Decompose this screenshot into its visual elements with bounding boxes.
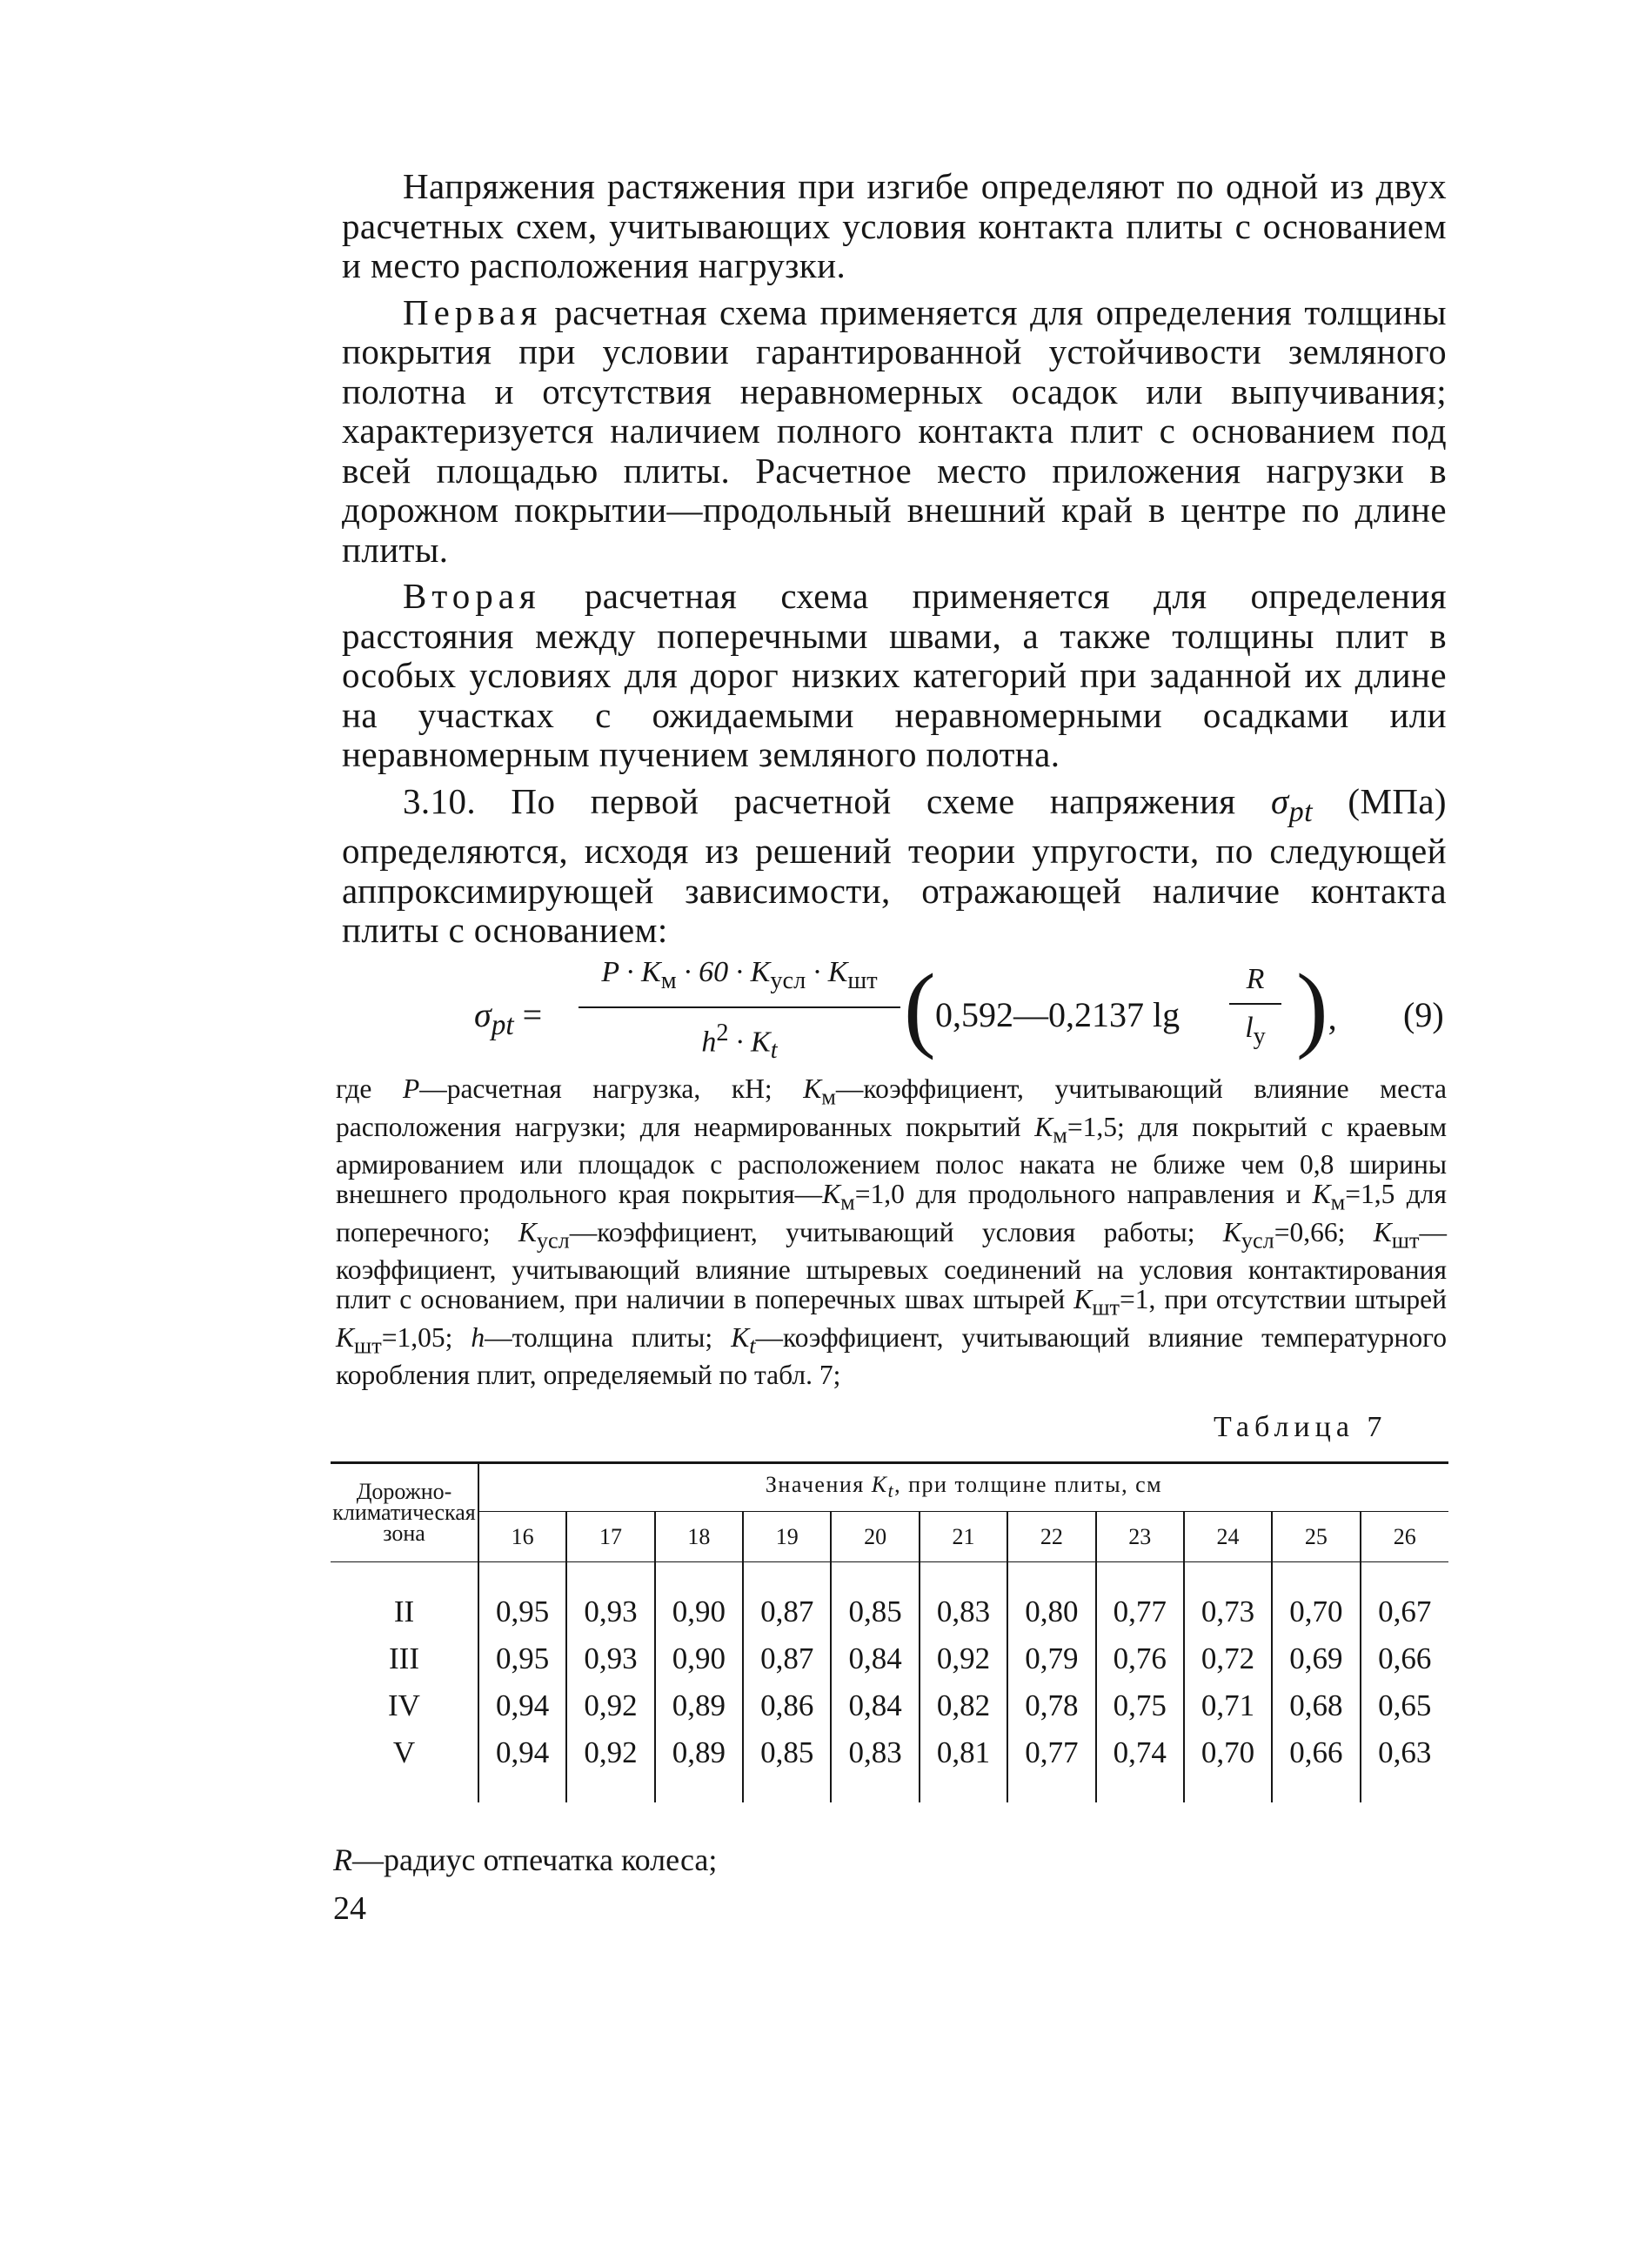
spacer-cell	[1272, 1562, 1360, 1589]
thickness-column-header: 16	[478, 1512, 566, 1562]
spacer-cell	[331, 1776, 478, 1802]
thickness-column-header: 19	[743, 1512, 831, 1562]
zone-cell: II	[393, 1595, 415, 1628]
spacer-cell	[1007, 1562, 1095, 1589]
kt-value-cell: 0,90	[655, 1635, 743, 1682]
spacer-cell	[1184, 1776, 1272, 1802]
thickness-column-header: 25	[1272, 1512, 1360, 1562]
kt-value-cell: 0,90	[655, 1588, 743, 1635]
kt-value-cell: 0,92	[566, 1729, 654, 1776]
kt-value-cell: 0,80	[1007, 1588, 1095, 1635]
kt-value-cell: 0,92	[920, 1635, 1007, 1682]
kt-value-cell: 0,89	[655, 1729, 743, 1776]
kt-value-cell: 0,69	[1272, 1635, 1360, 1682]
thickness-column-header: 23	[1096, 1512, 1184, 1562]
kt-value-cell: 0,77	[1007, 1729, 1095, 1776]
spacer-cell	[743, 1562, 831, 1589]
thickness-column-header: 24	[1184, 1512, 1272, 1562]
spacer-cell	[478, 1562, 566, 1589]
kt-value-cell: 0,85	[743, 1729, 831, 1776]
kt-value-cell: 0,82	[920, 1682, 1007, 1729]
kt-value-cell: 0,71	[1184, 1682, 1272, 1729]
formula-numerator: $P \cdot K_м \cdot 60 \cdot K_{усл} \cdot K_{шт}$	[601, 956, 878, 994]
kt-value-cell: 0,81	[920, 1729, 1007, 1776]
thickness-column-header: 22	[1007, 1512, 1095, 1562]
zone-cell: III	[389, 1642, 419, 1675]
thickness-column-header: 21	[920, 1512, 1007, 1562]
zone-cell: V	[392, 1735, 416, 1769]
spacer-cell	[566, 1776, 654, 1802]
spacer-cell	[655, 1562, 743, 1589]
kt-value-cell: 0,63	[1361, 1729, 1448, 1776]
thickness-group-header: Значения $K_t$, при толщине плиты, см	[478, 1463, 1448, 1512]
spacer-cell	[1361, 1562, 1448, 1589]
formula-ratio: R $l_y$	[1229, 959, 1281, 1057]
kt-value-cell: 0,68	[1272, 1682, 1360, 1729]
table-spacer-row	[331, 1562, 1448, 1589]
kt-values-table	[331, 1461, 1448, 1802]
spacer-cell	[1272, 1776, 1360, 1802]
spacer-cell	[831, 1562, 919, 1589]
kt-value-cell: 0,93	[566, 1588, 654, 1635]
table-row	[331, 1588, 1448, 1635]
spacer-cell	[1007, 1776, 1095, 1802]
kt-value-cell: 0,65	[1361, 1682, 1448, 1729]
thickness-column-header: 18	[655, 1512, 743, 1562]
kt-value-cell: 0,95	[478, 1588, 566, 1635]
equation-number: (9)	[1403, 995, 1444, 1034]
kt-value-cell: 0,86	[743, 1682, 831, 1729]
formula-paren-left: (	[904, 954, 936, 1060]
kt-value-cell: 0,93	[566, 1635, 654, 1682]
formula-lhs: $\sigma_{pt}$ =	[474, 995, 543, 1041]
paragraph-tension-intro: Напряжения растяжения при изгибе определяют по одной из двух расчетных схем, учитывающих условия контакта плиты с основанием и место расположения нагрузки.	[342, 166, 1447, 285]
kt-value-cell: 0,74	[1096, 1729, 1184, 1776]
fraction-bar	[579, 1006, 900, 1008]
spacer-cell	[331, 1562, 478, 1589]
formula-fraction	[579, 953, 900, 1071]
radius-definition: R—радиус отпечатка колеса;	[333, 1842, 718, 1877]
kt-value-cell: 0,79	[1007, 1635, 1095, 1682]
kt-value-cell: 0,73	[1184, 1588, 1272, 1635]
spacer-cell	[1096, 1562, 1184, 1589]
spacer-cell	[1184, 1562, 1272, 1589]
zone-cell: IV	[388, 1688, 420, 1722]
kt-value-cell: 0,67	[1361, 1588, 1448, 1635]
formula-denominator: $h^2 \cdot K_t$	[701, 1019, 778, 1064]
paragraph-second-scheme: Вторая расчетная схема применяется для определения расстояния между поперечными швами, а также толщины плит в особых условиях для дорог низких категорий при заданной их длине на участках с ожидаемыми неравномерными осадками или неравномерным пучением земляного полотна.	[342, 576, 1447, 774]
table-row	[331, 1729, 1448, 1776]
kt-value-cell: 0,70	[1272, 1588, 1360, 1635]
kt-value-cell: 0,72	[1184, 1635, 1272, 1682]
kt-value-cell: 0,76	[1096, 1635, 1184, 1682]
thickness-column-header: 26	[1361, 1512, 1448, 1562]
paragraph-first-scheme: Первая расчетная схема применяется для определения толщины покрытия при условии гарантированной устойчивости земляного полотна и отсутствия неравномерных осадок или выпучивания; характеризуется наличием полного контакта плит с основанием под всей площадью плиты. Расчетное место приложения нагрузки в дорожном покрытии—продольный внешний край в центре по длине плиты.	[342, 291, 1447, 570]
spacer-cell	[655, 1776, 743, 1802]
page-number: 24	[333, 1890, 366, 1927]
kt-value-cell: 0,75	[1096, 1682, 1184, 1729]
kt-value-cell: 0,94	[478, 1729, 566, 1776]
thickness-column-header: 17	[566, 1512, 654, 1562]
kt-value-cell: 0,66	[1361, 1635, 1448, 1682]
table-row	[331, 1635, 1448, 1682]
kt-value-cell: 0,87	[743, 1635, 831, 1682]
kt-value-cell: 0,84	[831, 1635, 919, 1682]
kt-value-cell: 0,87	[743, 1588, 831, 1635]
kt-value-cell: 0,94	[478, 1682, 566, 1729]
kt-value-cell: 0,92	[566, 1682, 654, 1729]
kt-value-cell: 0,70	[1184, 1729, 1272, 1776]
spacer-cell	[920, 1776, 1007, 1802]
table-caption: Таблица 7	[1214, 1411, 1388, 1443]
kt-value-cell: 0,85	[831, 1588, 919, 1635]
formula-explanation: где P—расчетная нагрузка, кН; $K_м—коэффициент$, учитывающий влияние места расположения нагрузки; для неармированных покрытий $K_м=1,5$; для покрытий с краевым армированием или площадок с расположением полос наката не ближе чем 0,8 ширины внешнего продольного края $покрытия—K_м=1,0$ для продольного направления и $K_м=1,5$ для поперечного; $K_{усл}—коэффициент$, учитывающий условия работы; $K_{усл}=0,66$; $K_{шт}—коэффициент$, учитывающий влияние штыревых соединений на условия контактирования плит с основанием, при наличии в поперечных швах штырей $K_{шт}=1$, при отсутствии штырей $K_{шт}=1,05$; h—толщина плиты; $K_t—коэффициент$, учитывающий влияние температурного коробления плит, определяемый по табл. 7;	[336, 1073, 1448, 1391]
spacer-cell	[1361, 1776, 1448, 1802]
spacer-cell	[478, 1776, 566, 1802]
spacer-cell	[566, 1562, 654, 1589]
body-text	[342, 167, 1447, 958]
kt-value-cell: 0,66	[1272, 1729, 1360, 1776]
kt-value-cell: 0,89	[655, 1682, 743, 1729]
table-row	[331, 1682, 1448, 1729]
paragraph-section-3-10: 3.10. По первой расчетной схеме напряжения $\sigma_{pt}$ (МПа) определяются, исходя из решений теории упругости, по следующей аппроксимирующей зависимости, отражающей наличие контакта плиты с основанием:	[342, 780, 1447, 951]
zone-column-header: Дорожно-климатическая зона	[331, 1463, 478, 1562]
kt-value-cell: 0,95	[478, 1635, 566, 1682]
spacer-cell	[920, 1562, 1007, 1589]
formula-9	[474, 953, 1448, 1070]
kt-value-cell: 0,83	[920, 1588, 1007, 1635]
formula-inner-expression: 0,592—0,2137 lg	[935, 995, 1180, 1034]
kt-value-cell: 0,83	[831, 1729, 919, 1776]
ratio-bar	[1229, 1003, 1281, 1005]
spacer-cell	[1096, 1776, 1184, 1802]
formula-paren-right: ),	[1296, 954, 1337, 1060]
thickness-column-header: 20	[831, 1512, 919, 1562]
table-spacer-row	[331, 1776, 1448, 1802]
kt-value-cell: 0,77	[1096, 1588, 1184, 1635]
kt-value-cell: 0,84	[831, 1682, 919, 1729]
kt-value-cell: 0,78	[1007, 1682, 1095, 1729]
spacer-cell	[743, 1776, 831, 1802]
spacer-cell	[831, 1776, 919, 1802]
